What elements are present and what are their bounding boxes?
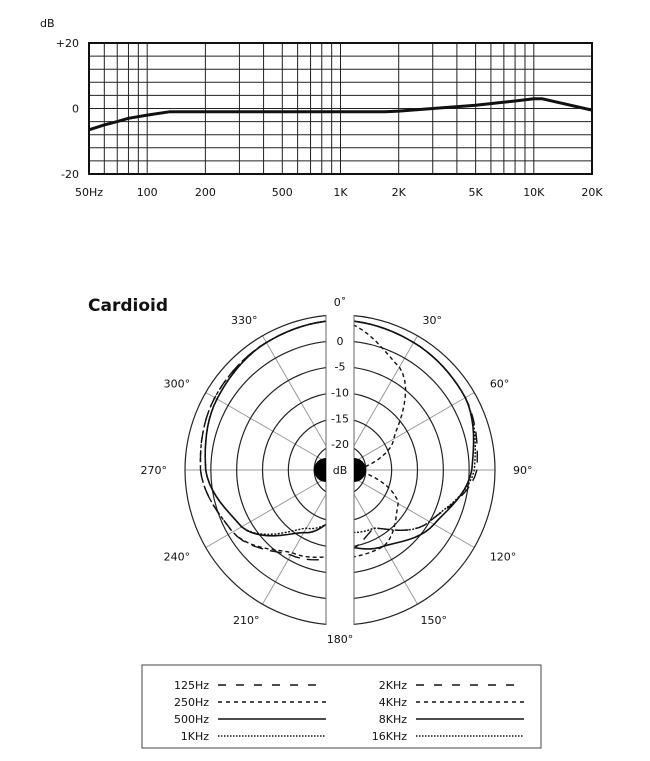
polar-angle-label: 270° [140,464,167,477]
polar-radial-label: -15 [331,412,349,426]
fr-x-tick-label: 100 [136,186,158,199]
polar-radial-label: -5 [334,360,346,374]
polar-angle-label: 0˚ [333,296,347,309]
fr-y-tick-label: +20 [55,37,79,50]
legend-label: 500Hz [173,713,209,726]
polar-angle-label: 240° [163,550,191,564]
fr-x-tick-label: 10K [523,186,545,199]
polar-angle-label: 210° [233,613,260,627]
legend-label: 8KHz [378,713,407,726]
fr-x-tick-label: 5K [468,186,483,199]
polar-angle-label: 30° [422,314,442,328]
polar-radial-label: -10 [331,386,349,400]
polar-angle-label: 90° [513,464,533,477]
legend-label: 125Hz [173,679,209,692]
fr-x-tick-label: 200 [194,186,216,199]
legend [142,665,541,748]
fr-x-tick-label: 500 [271,186,293,199]
polar-series-125hz [200,320,340,560]
polar-series-2khz [340,320,477,555]
polar-radial-unit: dB [332,464,348,477]
legend-label: 2KHz [378,679,407,692]
fr-y-ticks [56,37,79,181]
fr-ylabel: dB [40,17,55,30]
polar-angle-label: 60° [489,377,510,391]
fr-x-tick-label: 2K [391,186,406,199]
legend-label: 16KHz [371,730,407,743]
polar-radial-label: 0 [336,334,344,348]
fr-x-tick-label: 1K [333,186,348,199]
legend-label: 1KHz [180,730,209,743]
frequency-response-chart [40,17,603,199]
fr-x-tick-label: 50Hz [74,186,104,199]
polar-title: Cardioid [88,296,169,316]
fr-y-tick-label: -20 [61,168,79,181]
polar-angle-label: 300° [163,377,191,391]
polar-angle-label: 150° [420,613,447,627]
polar-chart [88,296,533,646]
legend-label: 250Hz [173,696,209,709]
polar-angle-label: 330° [231,314,258,328]
legend-label: 4KHz [378,696,407,709]
fr-y-tick-label: 0 [72,102,79,116]
fr-grid [89,43,592,174]
polar-angle-label: 180° [326,633,354,646]
fr-x-tick-label: 20K [581,186,603,199]
polar-radial-label: -20 [331,438,349,452]
fr-x-ticks [75,186,603,199]
polar-angle-label: 120° [489,550,517,564]
